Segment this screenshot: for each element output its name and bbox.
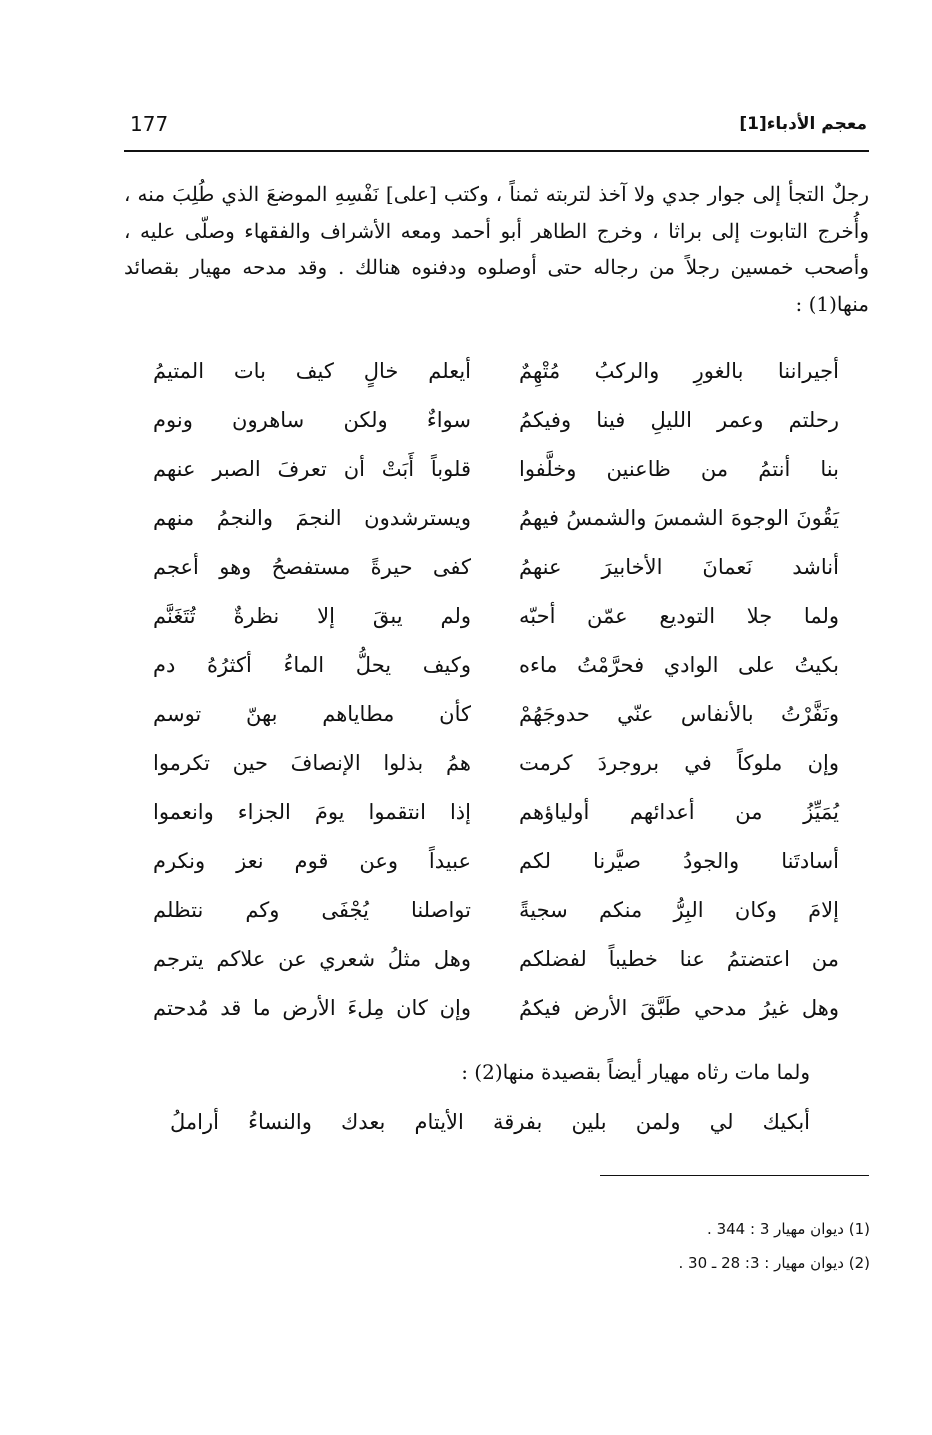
hemistich-second: سواءٌ ولكن ساهرون ونوم xyxy=(153,407,471,432)
hemistich-first: ونَفَّرْتُ بالأنفاس عنّي حدوجَهُمْ xyxy=(519,701,839,726)
running-title: معجم الأدباء[1] xyxy=(739,114,867,134)
hemistich-second: ويسترشدون النجمَ والنجمُ منهم xyxy=(153,505,471,530)
footnote: (1) ديوان مهيار 3 : 344 . xyxy=(707,1220,870,1238)
hemistich-second: كأن مطاياهم بهنّ توسم xyxy=(153,701,471,726)
poem-line xyxy=(124,395,869,444)
poem-line xyxy=(124,346,869,395)
poem-line xyxy=(124,640,869,689)
hemistich-first: وإن ملوكاً في بروجردَ كرمت xyxy=(519,750,839,775)
poem-line xyxy=(124,787,869,836)
hemistich-second: تواصلنا يُجْفَى وكم نتظلم xyxy=(153,897,471,922)
poem-line xyxy=(124,836,869,885)
poem-line xyxy=(124,689,869,738)
footnotes xyxy=(420,1212,870,1280)
poem-line xyxy=(124,738,869,787)
hemistich-first: أجيراننا بالغورِ والركبُ مُتْهِمٌ xyxy=(519,358,839,383)
hemistich-first: بنا أنتمُ من ظاعنين وخلَّفوا xyxy=(519,456,839,481)
hemistich-second: ولم يبقَ إلا نظرةٌ تُتَغَنَّم xyxy=(153,603,471,628)
hemistich-second: وهل مثلُ شعري عن علاكم يترجم xyxy=(153,946,471,971)
hemistich-first: ولما جلا التوديع عمّن أحبّه xyxy=(519,603,839,628)
poem-line xyxy=(124,591,869,640)
hemistich-first: أناشد نَعمانَ الأخابيرَ عنهمُ xyxy=(519,554,839,579)
hemistich-second: همُ بذلوا الإنصافَ حين تكرموا xyxy=(153,750,471,775)
poem-line xyxy=(124,493,869,542)
poem xyxy=(124,346,869,1032)
hemistich-first: أسادتَنا والجودُ صيَّرنا لكم xyxy=(519,848,839,873)
hemistich-first: إلامَ وكان البِرُّ منكم سجيةً xyxy=(519,897,839,922)
hemistich-first: رحلتم وعمر الليلِ فينا وفيكمُ xyxy=(519,407,839,432)
elegy-verse: أبكيك لي ولمن بلين بفرقة الأيتام بعدك والنساءُ أراملُ xyxy=(170,1110,810,1134)
elegy-intro: ولما مات رثاه مهيار أيضاً بقصيدة منها(2) : xyxy=(461,1060,810,1084)
footnote: (2) ديوان مهيار : 3: 28 ـ 30 . xyxy=(678,1254,870,1272)
hemistich-first: من اعتضتمُ عنا خطيباً لفضلكم xyxy=(519,946,839,971)
footnote-divider xyxy=(600,1175,869,1176)
hemistich-second: قلوباً أَبَتْ أن تعرفَ الصبر عنهم xyxy=(153,456,471,481)
poem-line xyxy=(124,444,869,493)
poem-line xyxy=(124,983,869,1032)
hemistich-first: يَقُونَ الوجوهَ الشمسَ والشمسُ فيهمُ xyxy=(519,505,839,530)
page-header xyxy=(124,100,869,152)
hemistich-second: وإن كان مِلءَ الأرض ما قد مُدحتم xyxy=(153,995,471,1020)
hemistich-second: وكيف يحلُّ الماءُ أكثرُهُ دم xyxy=(153,652,471,677)
hemistich-first: يُمَيِّزُ من أعدائهم أولياؤهم xyxy=(519,799,839,824)
poem-line xyxy=(124,885,869,934)
hemistich-first: بكيتُ على الوادي فحرَّمْتُ ماءه xyxy=(519,652,839,677)
hemistich-second: كفى حيرةً مستفصحُ وهو أعجم xyxy=(153,554,471,579)
hemistich-second: أيعلم خالٍ كيف بات المتيمُ xyxy=(153,358,471,383)
poem-line xyxy=(124,934,869,983)
page-number: 177 xyxy=(130,112,169,136)
body-paragraph: رجلٌ التجأ إلى جوار جدي ولا آخذ لتربته ثمناً ، وكتب [على] نَفْسِهِ الموضعَ الذي طُلِبَ منه ، وأُخرج التابوت إلى براثا ، وخرج الطاهر أبو أحمد ومعه الأشراف والفقهاء وصلّى عليه ، وأصحب خمسين رجلاً من رجاله حتى أوصلوه ودفنوه هنالك . وقد مدحه مهيار بقصائد منها(1) : xyxy=(124,182,870,316)
hemistich-second: إذا انتقموا يومَ الجزاء وانعموا xyxy=(153,799,471,824)
hemistich-second: عبيداً وعن قوم نعز ونكرم xyxy=(153,848,471,873)
poem-line xyxy=(124,542,869,591)
hemistich-first: وهل غيرُ مدحي طَبَّقَ الأرض فيكمُ xyxy=(519,995,839,1020)
